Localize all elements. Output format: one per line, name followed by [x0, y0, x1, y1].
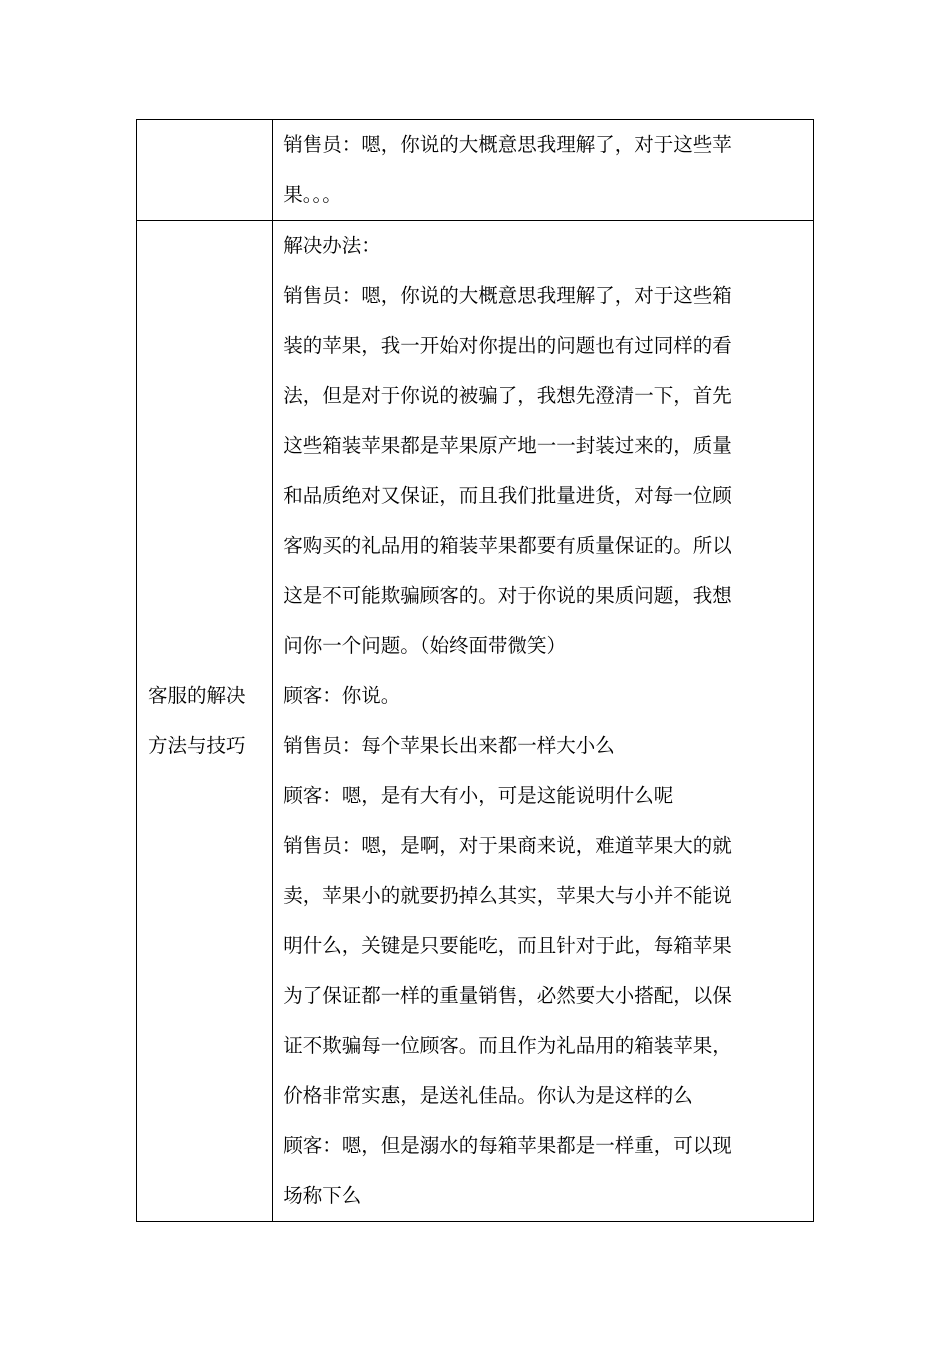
text-line: 客购买的礼品用的箱装苹果都要有质量保证的。所以 [283, 534, 732, 557]
text-line: 明什么，关键是只要能吃，而且针对于此，每箱苹果 [283, 934, 732, 957]
row-content [273, 221, 813, 1221]
row-label-cell [137, 221, 273, 1222]
text-line: 这些箱装苹果都是苹果原产地一一封装过来的，质量 [283, 434, 732, 457]
row-content-cell [273, 120, 814, 221]
text-line: 销售员：嗯，你说的大概意思我理解了，对于这些箱 [283, 284, 732, 307]
text-line: 这是不可能欺骗顾客的。对于你说的果质问题，我想 [283, 584, 732, 607]
text-line: 证不欺骗每一位顾客。而且作为礼品用的箱装苹果， [283, 1034, 732, 1057]
row-label-line: 客服的解决 [148, 684, 246, 707]
text-line: 顾客：嗯，是有大有小，可是这能说明什么呢 [283, 784, 674, 807]
row-label [137, 671, 262, 771]
table-row [137, 221, 814, 1222]
dialogue-table [136, 119, 814, 1222]
text-line: 场称下么 [283, 1184, 362, 1207]
text-line: 销售员：嗯，是啊，对于果商来说，难道苹果大的就 [283, 834, 732, 857]
text-line: 法，但是对于你说的被骗了，我想先澄清一下，首先 [283, 384, 732, 407]
text-line: 装的苹果，我一开始对你提出的问题也有过同样的看 [283, 334, 732, 357]
text-line: 价格非常实惠，是送礼佳品。你认为是这样的么 [283, 1084, 693, 1107]
text-line: 解决办法： [283, 234, 381, 257]
row-label-line: 方法与技巧 [148, 734, 246, 757]
text-line: 为了保证都一样的重量销售，必然要大小搭配，以保 [283, 984, 732, 1007]
text-line: 销售员：每个苹果长出来都一样大小么 [283, 734, 615, 757]
text-line: 卖，苹果小的就要扔掉么其实，苹果大与小并不能说 [283, 884, 732, 907]
text-line: 和品质绝对又保证，而且我们批量进货，对每一位顾 [283, 484, 732, 507]
row-content-cell [273, 221, 814, 1222]
text-line: 顾客：嗯，但是溺水的每箱苹果都是一样重，可以现 [283, 1134, 732, 1157]
row-label-cell [137, 120, 273, 221]
row-content [273, 120, 813, 220]
text-line: 果。。。 [283, 183, 342, 206]
text-line: 销售员：嗯，你说的大概意思我理解了，对于这些苹 [283, 133, 732, 156]
text-line: 顾客：你说。 [283, 684, 401, 707]
text-line: 问你一个问题。（始终面带微笑） [283, 634, 566, 657]
table-row [137, 120, 814, 221]
